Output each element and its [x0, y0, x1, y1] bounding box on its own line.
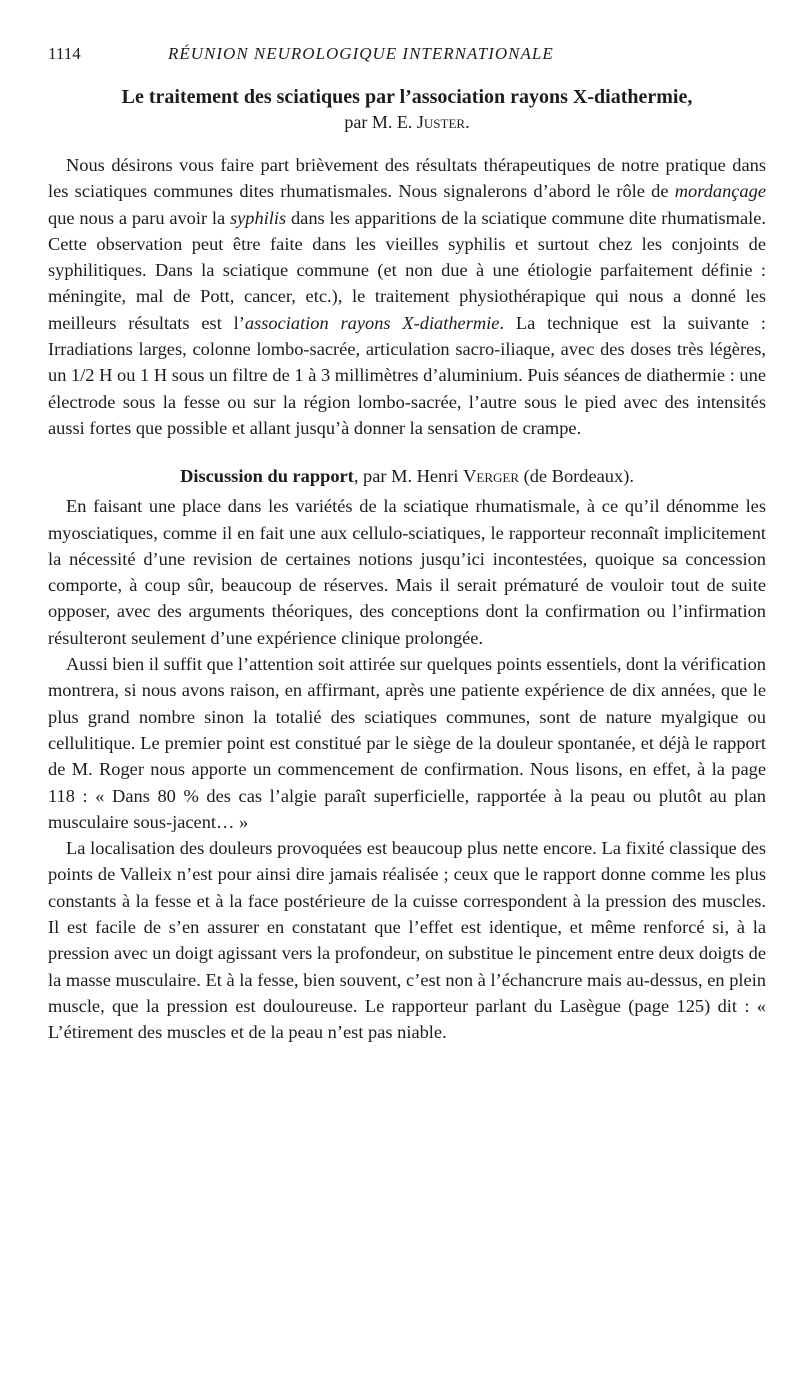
discussion-heading-author: Verger [463, 466, 520, 487]
discussion-heading [48, 463, 766, 489]
page-number: 1114 [48, 44, 81, 63]
p1-text-2: que nous a paru avoir la [48, 207, 230, 228]
discussion-paragraph: Aussi bien il suffit que l’attention soit attirée sur quelques points essentiels, dont la vérification montrera, si nous avons raison, en affirmant, après une patiente expérience de dix années, que le plus grand nombre sinon la totalié des sciatiques communes, sont de nature myalgique ou cellulitique. Le premier point est constitué par le siège de la douleur spontanée, et déjà le rapport de M. Roger nous apporte un commencement de confirmation. Nous lisons, en effet, à la page 118 : « Dans 80 % des cas l’algie paraît superficielle, rapportée à la peau ou plutôt au plan musculaire sous-jacent… » [48, 654, 766, 832]
byline-prefix: par M. E. [344, 112, 413, 132]
discussion-heading-rest: , par M. Henri [353, 466, 464, 487]
byline-author: Juster. [416, 112, 470, 132]
article-byline [48, 110, 766, 134]
article-title: Le traitement des sciatiques par l’association rayons X-diathermie, [121, 86, 693, 108]
article-paragraph [48, 152, 766, 441]
running-header [48, 44, 766, 74]
p1-text-1: Nous désirons vous faire part brièvement des résultats thérapeutiques de notre pratique dans les sciatiques communes dites rhumatismales. Nous signalerons d’abord le rôle de [48, 155, 766, 202]
discussion-heading-bold: Discussion du rapport [180, 466, 354, 487]
running-title: RÉUNION NEUROLOGIQUE INTERNATIONALE [168, 44, 554, 63]
p1-italic-1: mordançage [674, 181, 766, 202]
discussion-paragraph: En faisant une place dans les variétés de la sciatique rhumatismale, à ce qu’il dénomme les myosciatiques, comme il en fait une aux cellulo-sciatiques, le rapporteur reconnaît implicitement la nécessité d’une revision de certaines notions jusqu’ici incontestées, quoique sa concession comporte, à coup sûr, beaucoup de réserves. Mais il serait prématuré de vouloir tout de suite opposer, avec des arguments théoriques, des conceptions dont la confirmation ou l’infirmation résulteront seulement d’une expérience clinique prolongée. [48, 496, 766, 648]
discussion-paragraph: La localisation des douleurs provoquées est beaucoup plus nette encore. La fixité classique des points de Valleix n’est pour ainsi dire jamais réalisée ; ceux que le rapport donne comme les plus constants à la fesse et à la face postérieure de la cuisse correspondent à la pression des muscles. Il est facile de s’en assurer en constatant que l’effet est identique, et même renforcé si, à la pression avec un doigt agissant vers la profondeur, on substitue le pincement entre deux doigts de la masse musculaire. Et à la fesse, bien souvent, c’est non à l’échancrure mais au-dessus, en plein muscle, que la pression est douloureuse. Le rapporteur parlant du Lasègue (page 125) dit : « L’étirement des muscles et de la peau n’est pas niable. [48, 838, 766, 1043]
p1-text-3: dans les apparitions de la sciatique commune dite rhumatismale. Cette observation peut être faite dans les vieilles syphilis et surtout chez les conjoints de syphilitiques. Dans la sciatique commune (et non due à une étiologie parfaitement définie : méningite, mal de Pott, cancer, etc.), le traitement physiothérapique qui nous a donné les meilleurs résultats est l’ [48, 207, 766, 333]
p1-italic-3: association rayons X-diathermie [244, 312, 500, 333]
p1-text-4: . La technique est la suivante : Irradiations larges, colonne lombo-sacrée, articulation sacro-iliaque, avec des doses très légères, un 1/2 H ou 1 H sous un filtre de 1 à 3 millimètres d’aluminium. Puis séances de diathermie : une électrode sous la fesse ou sur la région lombo-sacrée, l’autre sous le pied avec des intensités aussi fortes que possible et allant jusqu’à donner la sensation de crampe. [48, 312, 767, 438]
p1-italic-2: syphilis [229, 207, 287, 228]
discussion-heading-end: (de Bordeaux). [519, 466, 634, 487]
